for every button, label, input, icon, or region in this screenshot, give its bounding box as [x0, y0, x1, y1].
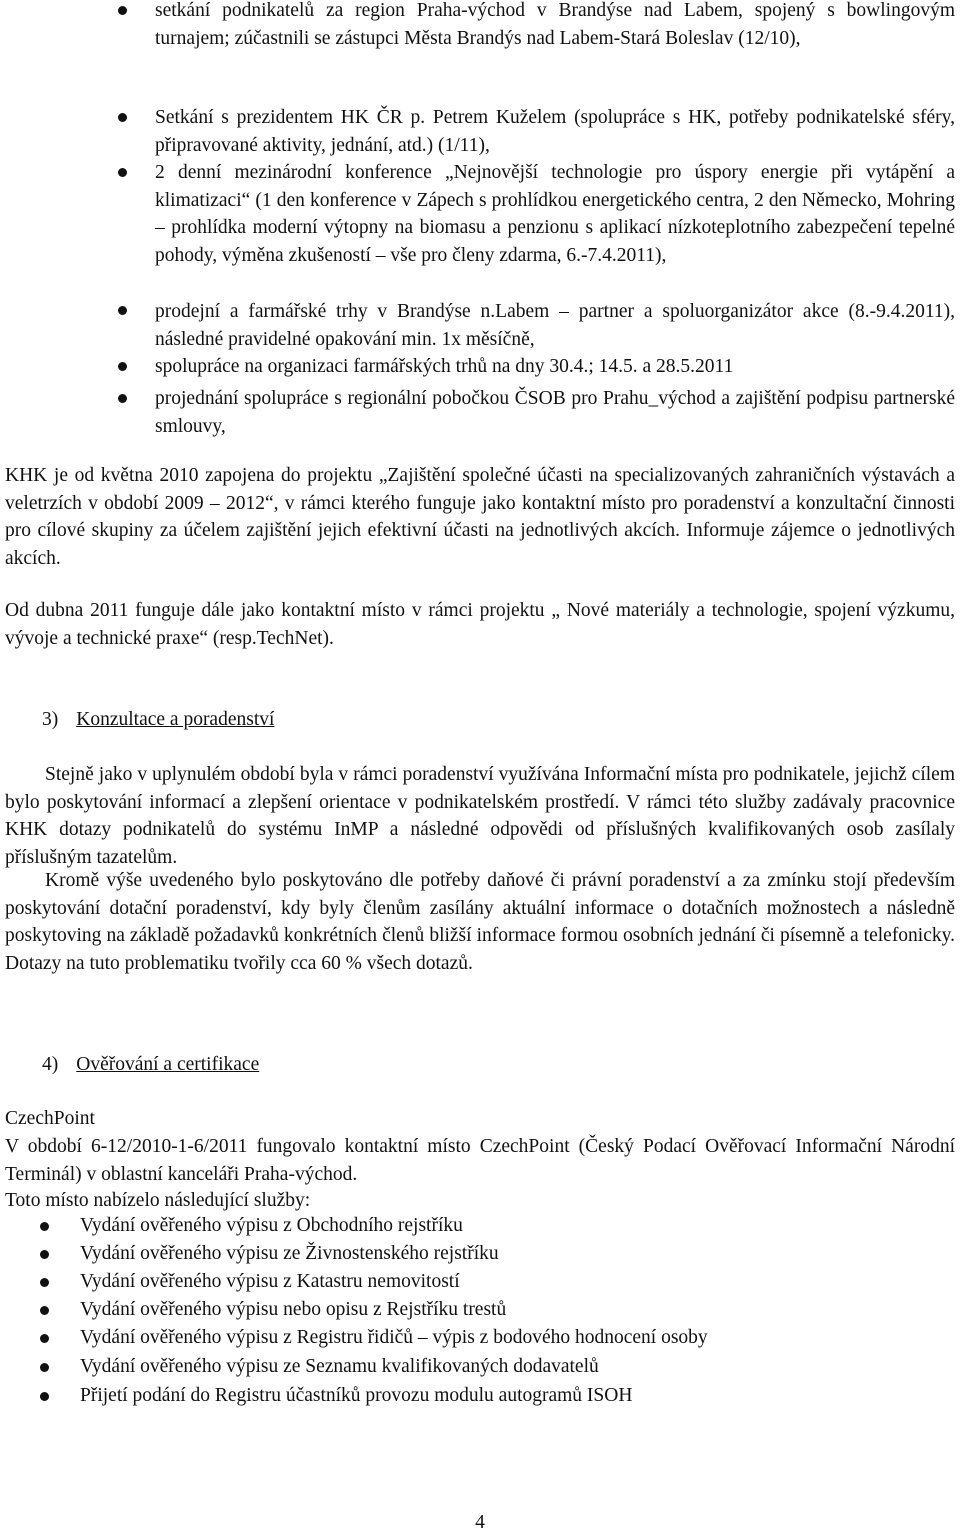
bullet-item: Setkání s prezidentem HK ČR p. Petrem Kuželem (spolupráce s HK, potřeby podnikatelské sféry, připravované aktivity, jednání, atd.) (1/11), — [155, 107, 955, 156]
bullet-dot — [118, 168, 127, 177]
bullet-dot — [40, 1250, 49, 1259]
bullet-dot — [118, 113, 127, 122]
bullet-dot — [40, 1392, 49, 1401]
bullet-dot — [40, 1278, 49, 1287]
bullet-item: setkání podnikatelů za region Praha-východ v Brandýse nad Labem, spojený s bowlingovým turnajem; zúčastnili se zástupci Města Brandýs nad Labem-Stará Boleslav (12/10), — [155, 0, 955, 49]
service-item: Vydání ověřeného výpisu z Registru řidičů – výpis z bodového hodnocení osoby — [80, 1327, 708, 1348]
paragraph-technet: Od dubna 2011 funguje dále jako kontaktní místo v rámci projektu „ Nové materiály a technologie, spojení výzkumu, vývoje a technické praxe“ (resp.TechNet). — [5, 600, 955, 649]
section-title: Ověřování a certifikace — [76, 1054, 260, 1075]
bullet-dot — [118, 394, 127, 403]
bullet-item: 2 denní mezinárodní konference „Nejnovější technologie pro úspory energie při vytápění a klimatizaci“ (1 den konference v Zápech s prohlídkou energetického centra, 2 den Německo, Mohring – prohlídka moderní výtopny na biomasu a penzionu s aplikací nízkoteplotního zabezpečení tepelné pohody, výměna zkušeností – vše pro členy zdarma, 6.-7.4.2011), — [155, 162, 955, 266]
section-heading-4 — [42, 1051, 259, 1079]
section-heading-3 — [42, 706, 274, 734]
paragraph-consulting-2 — [5, 867, 955, 977]
paragraph-text: Stejně jako v uplynulém období byla v rámci poradenství využívána Informační místa pro podnikatele, jejichž cílem bylo poskytování informací a zlepšení orientace v podnikatelském prostředí. V rámci této služby zadávaly pracovnice KHK dotazy podnikatelů do systému InMP a následné odpovědi od příslušných kvalifikovaných osob zasílaly příslušným tazatelům. — [5, 764, 955, 868]
service-item: Vydání ověřeného výpisu ze Seznamu kvalifikovaných dodavatelů — [80, 1356, 599, 1377]
bullet-item: projednání spolupráce s regionální pobočkou ČSOB pro Prahu_východ a zajištění podpisu partnerské smlouvy, — [155, 388, 955, 437]
section-number: 4) — [42, 1054, 59, 1075]
paragraph-consulting-1 — [5, 761, 955, 871]
service-item: Vydání ověřeného výpisu z Katastru nemovitostí — [80, 1271, 460, 1292]
bullet-dot — [40, 1363, 49, 1372]
bullet-item: prodejní a farmářské trhy v Brandýse n.Labem – partner a spoluorganizátor akce (8.-9.4.2011), následné pravidelné opakování min. 1x měsíčně, — [155, 301, 955, 350]
bullet-item: spolupráce na organizaci farmářských trhů na dny 30.4.; 14.5. a 28.5.2011 — [155, 356, 734, 377]
service-item: Vydání ověřeného výpisu z Obchodního rejstříku — [80, 1215, 463, 1236]
bullet-dot — [118, 306, 127, 315]
bullet-dot — [118, 6, 127, 15]
paragraph-khk-project: KHK je od května 2010 zapojena do projektu „Zajištění společné účasti na specializovaných zahraničních výstavách a veletrzích v období 2009 – 2012“, v rámci kterého funguje jako kontaktní místo pro poradenství a konzultační činnosti pro cílové skupiny za účelem zajištění jejich efektivní účasti na jednotlivých akcích. Informuje zájemce o jednotlivých akcích. — [5, 465, 955, 569]
czechpoint-paragraph: V období 6-12/2010-1-6/2011 fungovalo kontaktní místo CzechPoint (Český Podací Ověřovací Informační Národní Terminál) v oblastní kanceláři Praha-východ. — [5, 1136, 955, 1185]
bullet-dot — [40, 1306, 49, 1315]
service-item: Vydání ověřeného výpisu nebo opisu z Rejstříku trestů — [80, 1299, 507, 1320]
bullet-dot — [40, 1334, 49, 1343]
paragraph-text: Kromě výše uvedeného bylo poskytováno dle potřeby daňové či právní poradenství a za zmínku stojí především poskytování dotační poradenství, kdy byly členům zasílány aktuální informace o dotačních možnostech a následně poskytoving na základě požadavků konkrétních členů bližší informace formou osobních jednání či písemně a telefonicky. Dotazy na tuto problematiku tvořily cca 60 % všech dotazů. — [5, 870, 955, 974]
bullet-dot — [40, 1222, 49, 1231]
bullet-dot — [118, 362, 127, 371]
section-title: Konzultace a poradenství — [76, 709, 275, 730]
service-item: Přijetí podání do Registru účastníků provozu modulu autogramů ISOH — [80, 1385, 633, 1406]
page-number: 4 — [475, 1512, 485, 1533]
service-item: Vydání ověřeného výpisu ze Živnostenského rejstříku — [80, 1243, 499, 1264]
czechpoint-title: CzechPoint — [5, 1108, 95, 1129]
section-number: 3) — [42, 709, 59, 730]
services-intro: Toto místo nabízelo následující služby: — [5, 1190, 311, 1211]
